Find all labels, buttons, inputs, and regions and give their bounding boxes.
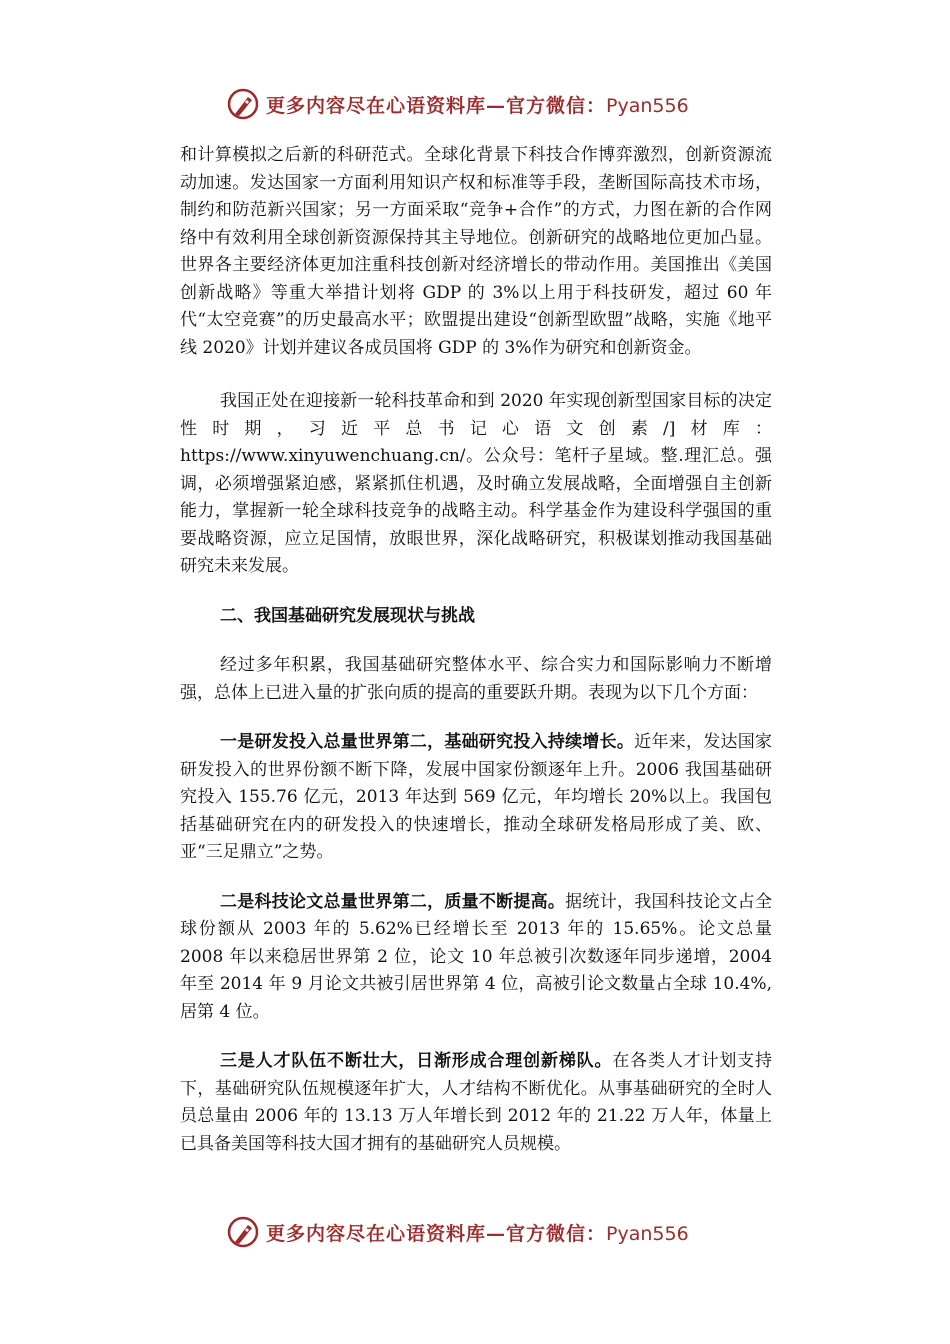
paragraph-4 (180, 729, 772, 867)
paragraph-4-body: 近年来，发达国家研发投入的世界份额不断下降，发展中国家份额逐年上升。2006 我国基础研究投入 155.76 亿元，2013 年达到 569 亿元，年均增长 20%以上。我国包括基础研究在内的研发投入的快速增长，推动全球研发格局形成了美、欧、亚“三足鼎立”之势。 (180, 732, 773, 862)
footer-banner-label: 更多内容尽在心语资料库—官方微信： (266, 1222, 607, 1245)
pen-nib-logo-icon (226, 1215, 260, 1249)
paragraph-3: 经过多年积累，我国基础研究整体水平、综合实力和国际影响力不断增强，总体上已进入量的扩张向质的提高的重要跃升期。表现为以下几个方面： (180, 655, 772, 703)
article-body (180, 142, 772, 1180)
header-banner-label: 更多内容尽在心语资料库—官方微信： (266, 94, 607, 117)
header-banner-text (266, 91, 689, 118)
header-banner-handle: Pyan556 (606, 94, 689, 117)
paragraph-6-lead: 三是人才队伍不断壮大，日渐形成合理创新梯队。 (220, 1051, 613, 1071)
footer-banner-text (266, 1219, 689, 1246)
section-heading: 二、我国基础研究发展现状与挑战 (220, 605, 475, 626)
footer-banner-handle: Pyan556 (606, 1222, 689, 1245)
paragraph-2: 我国正处在迎接新一轮科技革命和到 2020 年实现创新型国家目标的决定性时期，习近平总书记心语文创素/]材库：https://www.xinyuwenchuang.cn/。公众号：笔杆子星域。整.理汇总。强调，必须增强紧迫感，紧紧抓住机遇，及时确立发展战略，全面增强自主创新能力，掌握新一轮全球科技竞争的战略主动。科学基金作为建设科学强国的重要战略资源，应立足国情，放眼世界，深化战略研究，积极谋划推动我国基础研究未来发展。 (180, 391, 772, 576)
paragraph-5-lead: 二是科技论文总量世界第二，质量不断提高。 (220, 891, 566, 912)
paragraph-6 (180, 1048, 772, 1158)
paragraph-6-body: 在各类人才计划支持下，基础研究队伍规模逐年扩大，人才结构不断优化。从事基础研究的全时人员总量由 2006 年的 13.13 万人年增长到 2012 年的 21.22 万人年，体量上已具备美国等科技大国才拥有的基础研究人员规模。 (180, 1051, 773, 1154)
paragraph-5 (180, 889, 772, 1027)
footer-banner (226, 1212, 746, 1252)
pen-nib-logo-icon (226, 87, 260, 121)
paragraph-4-lead: 一是研发投入总量世界第二，基础研究投入持续增长。 (220, 732, 635, 752)
paragraph-5-body: 据统计，我国科技论文占全球份额从 2003 年的 5.62%已经增长至 2013 年的 15.65%。论文总量 2008 年以来稳居世界第 2 位，论文 10 年总被引次数逐年同步递增，2004 年至 2014 年 9 月论文共被引居世界第 4 位，高被引论文数量占全球 10.4%, 居第 4 位。 (180, 891, 773, 1022)
header-banner (226, 84, 746, 124)
paragraph-1: 和计算模拟之后新的科研范式。全球化背景下科技合作博弈激烈，创新资源流动加速。发达国家一方面利用知识产权和标准等手段，垄断国际高技术市场，制约和防范新兴国家；另一方面采取“竞争+合作”的方式，力图在新的合作网络中有效利用全球创新资源保持其主导地位。创新研究的战略地位更加凸显。世界各主要经济体更加注重科技创新对经济增长的带动作用。美国推出《美国创新战略》等重大举措计划将 GDP 的 3%以上用于科技研发，超过 60 年代“太空竞赛”的历史最高水平；欧盟提出建设“创新型欧盟”战略，实施《地平线 2020》计划并建议各成员国将 GDP 的 3%作为研究和创新资金。 (180, 145, 772, 358)
